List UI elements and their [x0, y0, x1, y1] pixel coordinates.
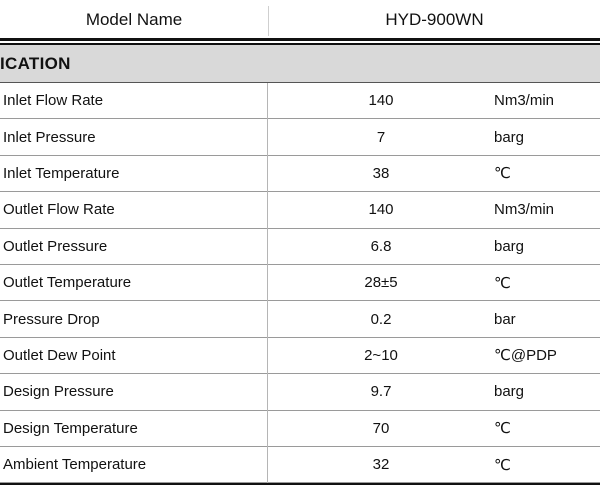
- model-name-label: Model Name: [85, 10, 183, 29]
- spec-label: Inlet Flow Rate: [3, 92, 104, 110]
- spec-row: [0, 192, 600, 228]
- spec-unit: ℃@PDP: [494, 347, 557, 365]
- spec-unit: barg: [494, 237, 525, 255]
- spec-value: 32: [372, 456, 390, 474]
- spec-value: 140: [368, 92, 394, 110]
- header-rule-top: [0, 38, 600, 41]
- spec-row: [0, 83, 600, 119]
- spec-label: Design Pressure: [3, 383, 114, 401]
- spec-label: Ambient Temperature: [3, 456, 147, 474]
- table-bottom-rule: [0, 483, 600, 485]
- spec-row: [0, 447, 600, 483]
- spec-label: Design Temperature: [3, 419, 138, 437]
- model-name-value: HYD-900WN: [385, 10, 484, 29]
- spec-unit: ℃: [494, 420, 511, 438]
- spec-value: 140: [368, 201, 394, 219]
- spec-row: [0, 265, 600, 301]
- spec-row: [0, 229, 600, 265]
- spec-value: 70: [372, 419, 390, 437]
- spec-row: [0, 338, 600, 374]
- spec-row: [0, 301, 600, 337]
- spec-row: [0, 374, 600, 410]
- spec-value: 7: [376, 128, 386, 146]
- spec-row: [0, 119, 600, 155]
- model-header-row: [0, 0, 600, 38]
- spec-value: 0.2: [370, 310, 392, 328]
- section-title: ICATION: [0, 45, 600, 82]
- spec-unit: ℃: [494, 274, 511, 292]
- spec-row: [0, 411, 600, 447]
- spec-unit: bar: [494, 310, 516, 328]
- spec-value: 2~10: [364, 346, 398, 364]
- spec-value: 6.8: [370, 237, 392, 255]
- spec-row: [0, 156, 600, 192]
- spec-table: [0, 83, 600, 483]
- spec-label: Inlet Pressure: [3, 128, 96, 146]
- spec-label: Inlet Temperature: [3, 164, 120, 182]
- spec-unit: Nm3/min: [494, 92, 555, 110]
- spec-value: 9.7: [370, 383, 392, 401]
- spec-label: Outlet Temperature: [3, 274, 132, 292]
- spec-label: Pressure Drop: [3, 310, 100, 328]
- spec-unit: barg: [494, 383, 525, 401]
- spec-unit: ℃: [494, 456, 511, 474]
- spec-label: Outlet Pressure: [3, 237, 108, 255]
- spec-unit: ℃: [494, 165, 511, 183]
- spec-label: Outlet Dew Point: [3, 346, 116, 364]
- spec-label: Outlet Flow Rate: [3, 201, 115, 219]
- column-divider-label: [267, 83, 268, 483]
- spec-unit: Nm3/min: [494, 201, 555, 219]
- spec-unit: barg: [494, 128, 525, 146]
- spec-value: 38: [372, 164, 390, 182]
- spec-value: 28±5: [364, 274, 398, 292]
